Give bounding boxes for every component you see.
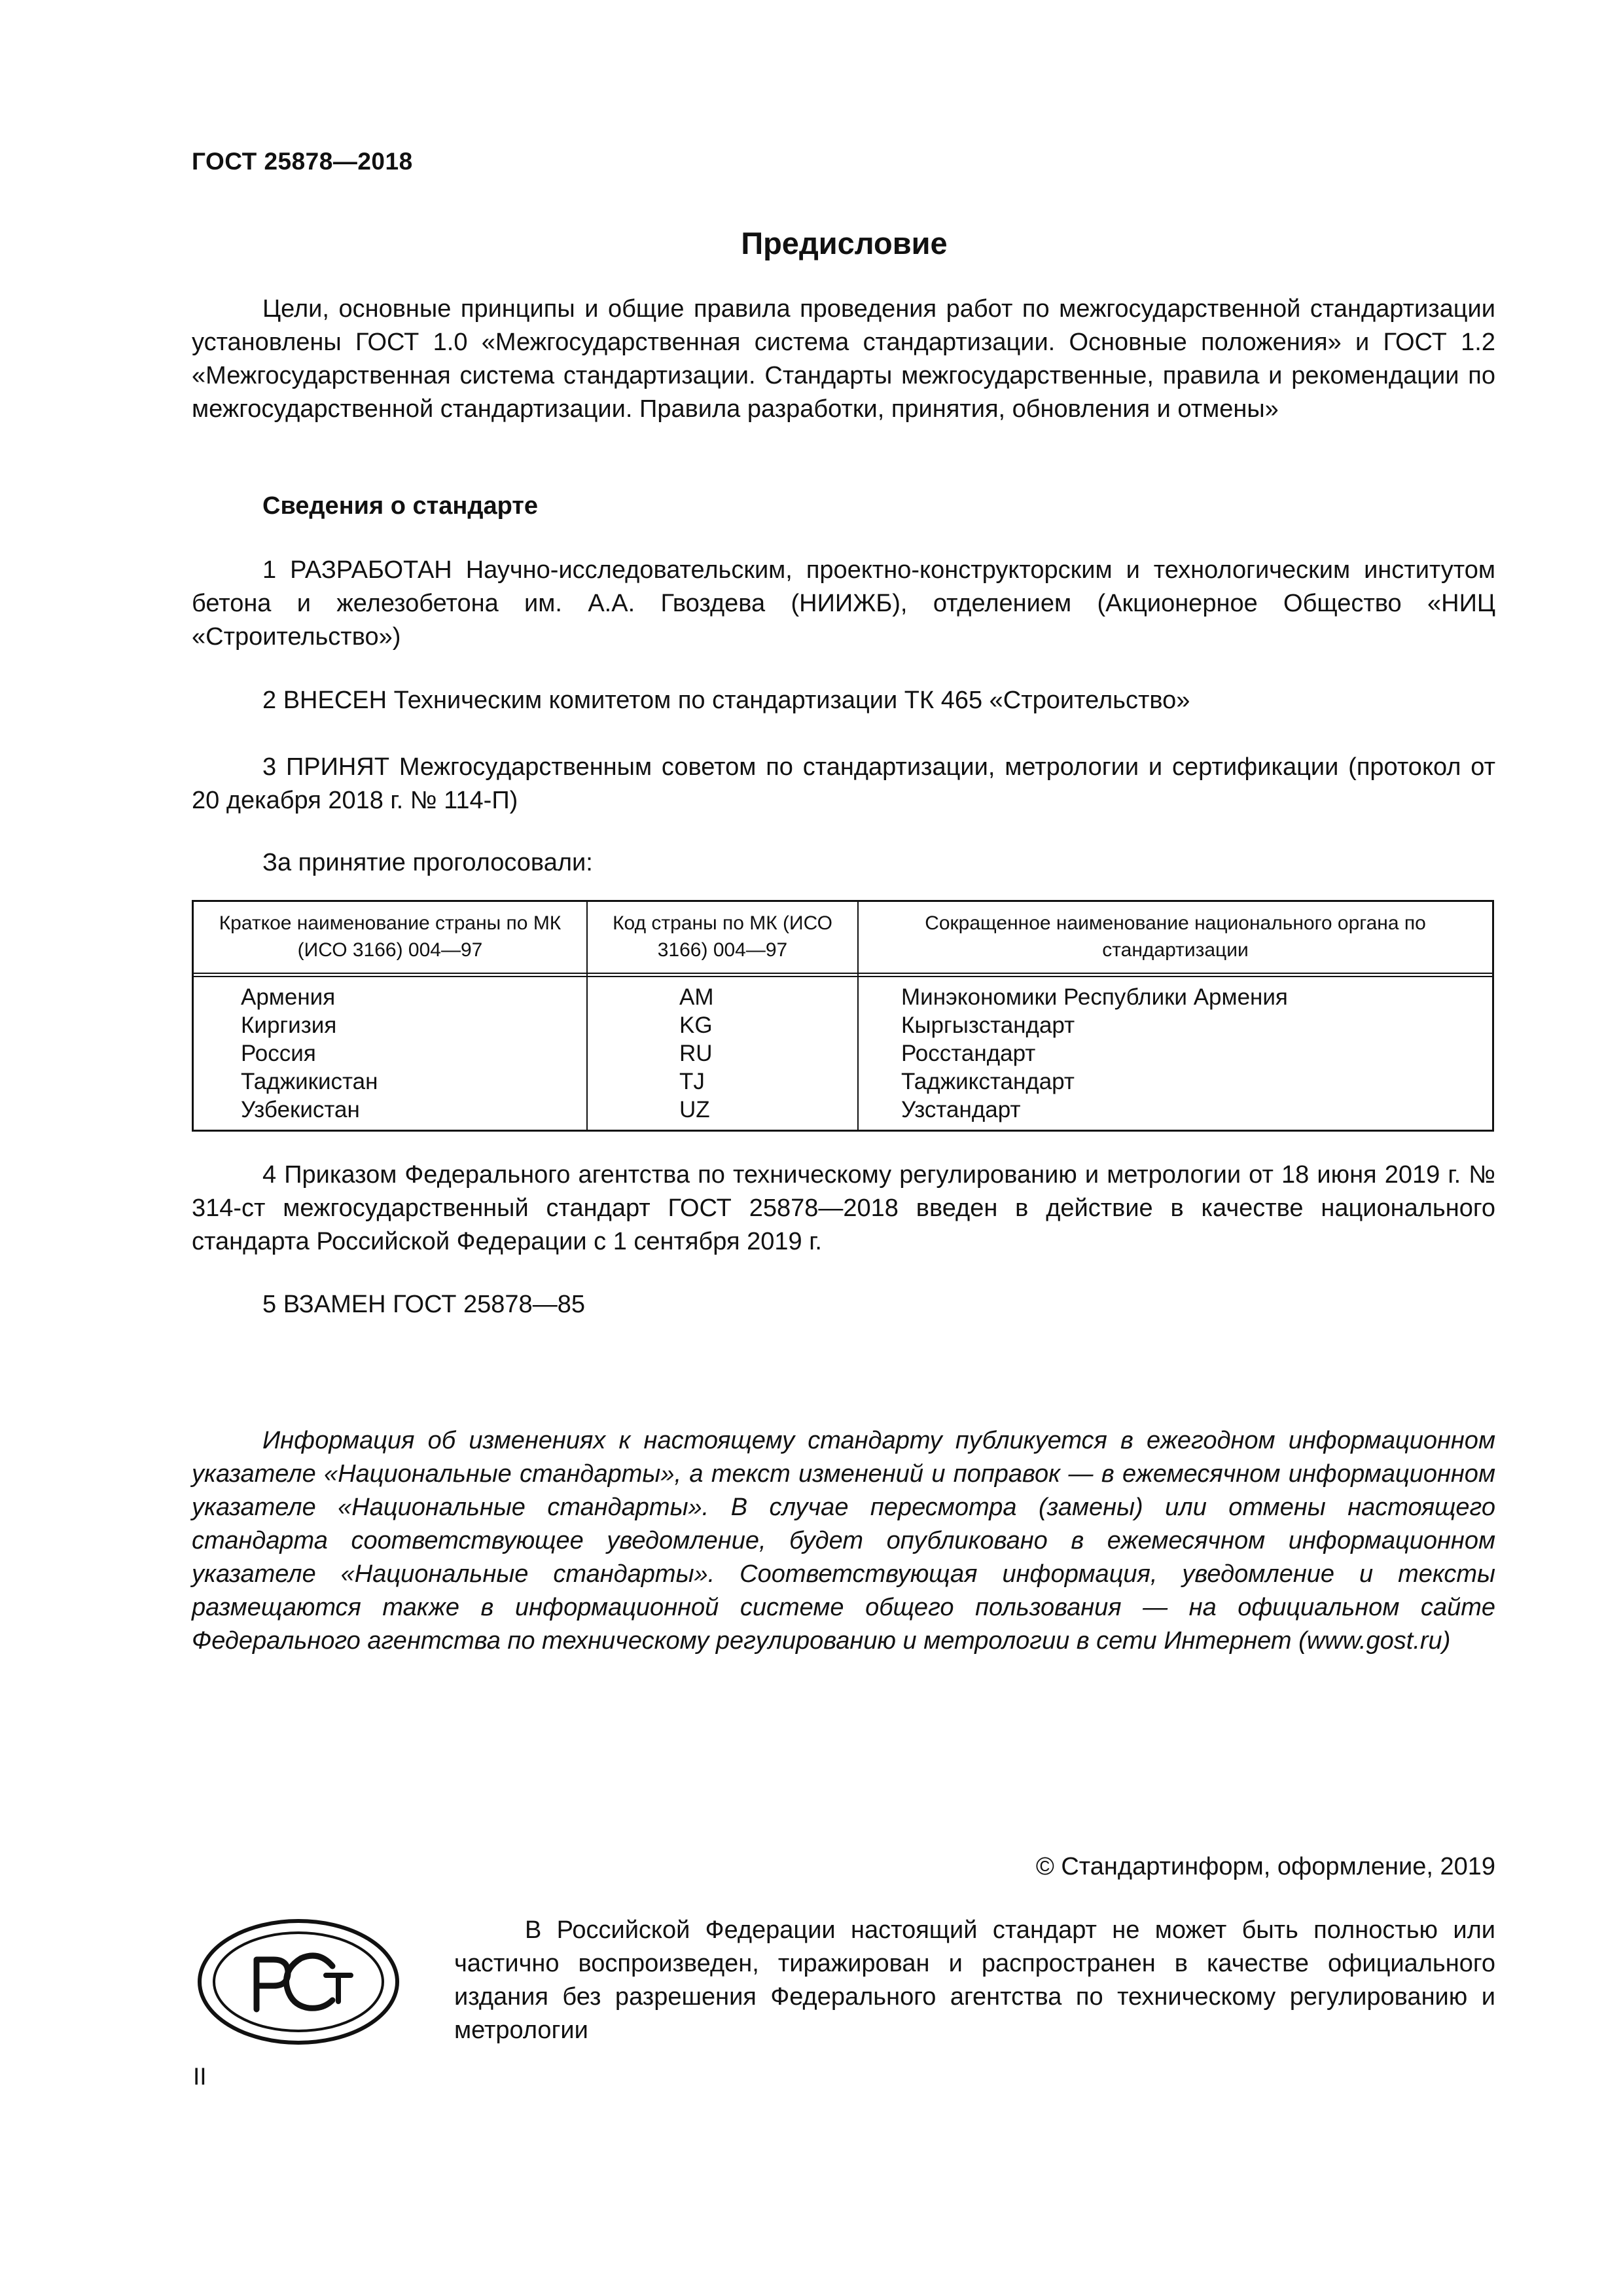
info-item-3: 3 ПРИНЯТ Межгосударственным советом по стандартизации, метрологии и сертификации (протокол от 20 декабря 2018 г. № 114-П) (192, 753, 1495, 814)
changes-notice: Информация об изменениях к настоящему стандарту публикуется в ежегодном информационном указателе «Национальные стандарты», а текст изменений и поправок — в ежемесячном информационном указателе «Национальные стандарты». В случае пересмотра (замены) или отмены настоящего стандарта соответствующее уведомление, будет опубликовано в ежемесячном информационном указателе «Национальные стандарты». Соответствующая информация, уведомление и тексты размещаются также в информационной системе общего пользования — на официальном сайте Федерального агентства по техническому регулированию и метрологии в сети Интернет (www.gost.ru) (192, 1427, 1495, 1655)
info-item-5: 5 ВЗАМЕН ГОСТ 25878—85 (262, 1291, 585, 1318)
table-cell: Минэкономики Республики Армения (901, 984, 1288, 1010)
table-cell: RU (679, 1041, 713, 1066)
document-code: ГОСТ 25878—2018 (192, 148, 413, 175)
table-column-body (901, 983, 1288, 1124)
table-cell: KG (679, 1013, 713, 1038)
table-cell: Узбекистан (241, 1097, 360, 1122)
page-number: II (193, 2063, 207, 2090)
intro-paragraph: Цели, основные принципы и общие правила проведения работ по межгосударственной стандартизации установлены ГОСТ 1.0 «Межгосударственная система стандартизации. Основные положения» и ГОСТ 1.2 «Межгосударственная система стандартизации. Стандарты межгосударственные, правила и рекомендации по межгосударственной стандартизации. Правила разработки, принятия, обновления и отмены» (192, 295, 1495, 423)
table-header-separator (194, 973, 1492, 977)
info-item-2: 2 ВНЕСЕН Техническим комитетом по стандартизации ТК 465 «Строительство» (262, 687, 1190, 714)
table-cell: Таджикистан (241, 1069, 378, 1094)
table-header-country-name: Краткое наименование страны по МК (ИСО 3166) 004—97 (219, 912, 562, 961)
table-cell: Таджикстандарт (901, 1069, 1075, 1094)
table-cell: Киргизия (241, 1013, 337, 1038)
table-cell: AM (679, 984, 714, 1010)
rights-notice: В Российской Федерации настоящий стандарт не может быть полностью или частично воспроизведен, тиражирован и распространен в качестве официального издания без разрешения Федерального агентства по техническому регулированию и метрологии (454, 1916, 1495, 2044)
table-cell: Узстандарт (901, 1097, 1021, 1122)
table-header-country-code: Код страны по МК (ИСО 3166) 004—97 (613, 912, 832, 961)
table-cell: Росстандарт (901, 1041, 1036, 1066)
table-cell: Россия (241, 1041, 316, 1066)
page-title: Предисловие (741, 226, 948, 260)
countries-table (192, 900, 1494, 1132)
vote-label: За принятие проголосовали: (262, 849, 593, 876)
table-cell: Кыргызстандарт (901, 1013, 1075, 1038)
info-item-4: 4 Приказом Федерального агентства по техническому регулированию и метрологии от 18 июня 2019 г. № 314-ст межгосударственный стандарт ГОСТ 25878—2018 введен в действие в качестве национального стандарта Российской Федерации с 1 сентября 2019 г. (192, 1161, 1495, 1255)
info-heading: Сведения о стандарте (262, 492, 539, 520)
table-column-code (679, 983, 714, 1124)
table-cell: Армения (241, 984, 336, 1010)
table-column-country (241, 983, 378, 1124)
copyright: © Стандартинформ, оформление, 2019 (1035, 1853, 1495, 1880)
info-item-1: 1 РАЗРАБОТАН Научно-исследовательским, проектно-конструкторским и технологическим институтом бетона и железобетона им. А.А. Гвоздева (НИИЖБ), отделением (Акционерное Общество «НИЦ «Строительство») (192, 556, 1495, 651)
table-cell: UZ (679, 1097, 710, 1122)
table-cell: TJ (679, 1069, 705, 1094)
rst-certification-mark-icon (196, 1918, 401, 2046)
table-header-national-body: Сокращенное наименование национального органа по стандартизации (925, 912, 1426, 961)
